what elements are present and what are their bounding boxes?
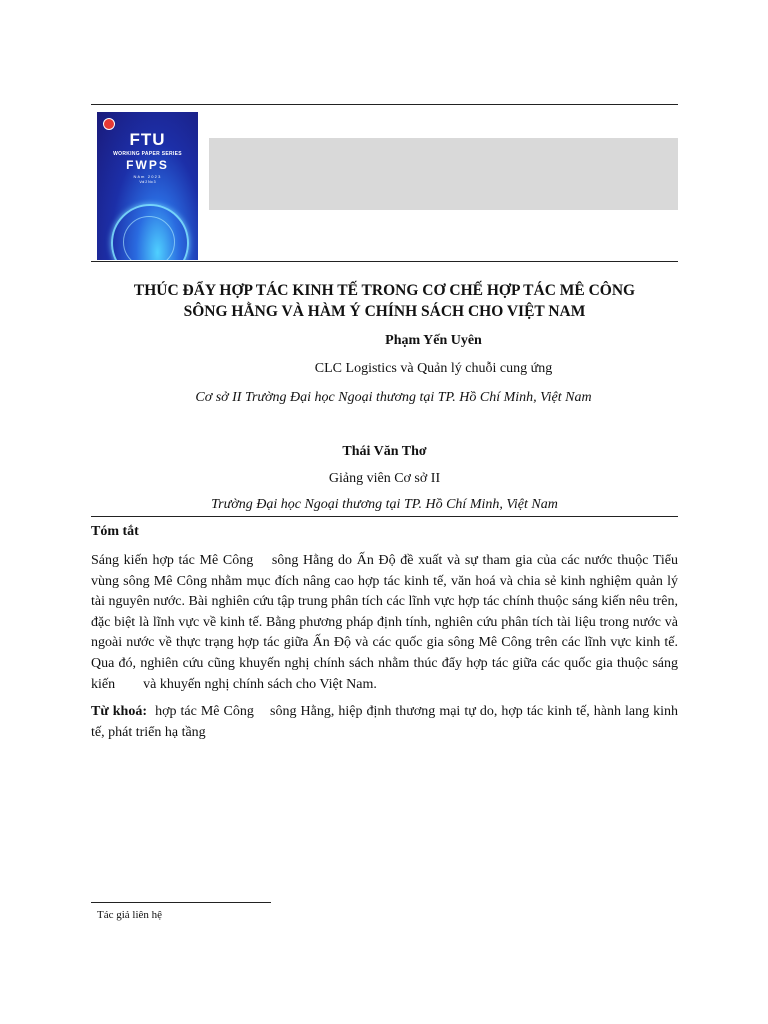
cover-volume: Vol 2 No 3 — [139, 180, 156, 184]
footnote-rule — [91, 902, 271, 903]
keywords-paragraph — [91, 702, 682, 743]
cover-ring-inner-decoration — [123, 216, 175, 260]
paper-title-line-2: SÔNG HẰNG VÀ HÀM Ý CHÍNH SÁCH CHO VIỆT NAM — [183, 303, 586, 320]
author-1-position: CLC Logistics và Quản lý chuỗi cung ứng — [314, 361, 553, 376]
author-2-name: Thái Văn Thơ — [342, 444, 427, 459]
header-top-rule — [91, 104, 678, 105]
author-2-affiliation: Trường Đại học Ngoại thương tại TP. Hồ Chí Minh, Việt Nam — [211, 497, 558, 512]
footnote-text: Tác giả liên hệ — [97, 909, 163, 921]
abstract-heading: Tóm tắt — [91, 524, 139, 539]
journal-cover-image — [97, 112, 198, 260]
author-1-name: Phạm Yến Uyên — [385, 333, 482, 348]
author-2-position: Giảng viên Cơ sở II — [328, 471, 441, 486]
abstract-rule — [91, 516, 678, 517]
abstract-text: Sáng kiến hợp tác Mê Công sông Hằng do Ấn Độ đề xuất và sự tham gia của các nước thuộc Tiểu vùng sông Mê Công nhằm mục đích nâng cao hợp tác kinh tế, văn hoá và chia sẻ kinh nghiệm quản lý tài nguyên nước. Bài nghiên cứu tập trung phân tích các lĩnh vực hợp tác chính thuộc sáng kiến nêu trên, đặc biệt là lĩnh vực về kinh tế. Bằng phương pháp định tính, nghiên cứu phân tích tài liệu trong nước và ngoài nước về thực trạng hợp tác giữa Ấn Độ và các quốc gia sông Mê Công trên các lĩnh vực kinh tế. Qua đó, nghiên cứu cũng khuyến nghị chính sách nhằm thúc đẩy hợp tác giữa các quốc gia thuộc sáng kiến và khuyến nghị chính sách cho Việt Nam. — [91, 553, 682, 692]
cover-logo-title: FTU — [129, 130, 166, 149]
keywords-text: hợp tác Mê Công sông Hằng, hiệp định thương mại tự do, hợp tác kinh tế, hành lang kinh tế, phát triển hạ tầng — [91, 704, 682, 740]
paper-title-line-1: THÚC ĐẨY HỢP TÁC KINH TẾ TRONG CƠ CHẾ HỢP TÁC MÊ CÔNG — [133, 282, 636, 299]
cover-date: Năm 2023 — [133, 174, 162, 179]
author-1-affiliation: Cơ sở II Trường Đại học Ngoại thương tại TP. Hồ Chí Minh, Việt Nam — [195, 390, 592, 405]
paper-title — [91, 280, 678, 322]
keywords-label: Từ khoá: — [91, 704, 148, 719]
ftu-logo-icon — [103, 118, 115, 130]
cover-acronym: FWPS — [126, 158, 169, 172]
header-bottom-rule — [91, 261, 678, 262]
cover-series: WORKING PAPER SERIES — [113, 151, 182, 157]
header-banner-placeholder — [209, 138, 678, 210]
